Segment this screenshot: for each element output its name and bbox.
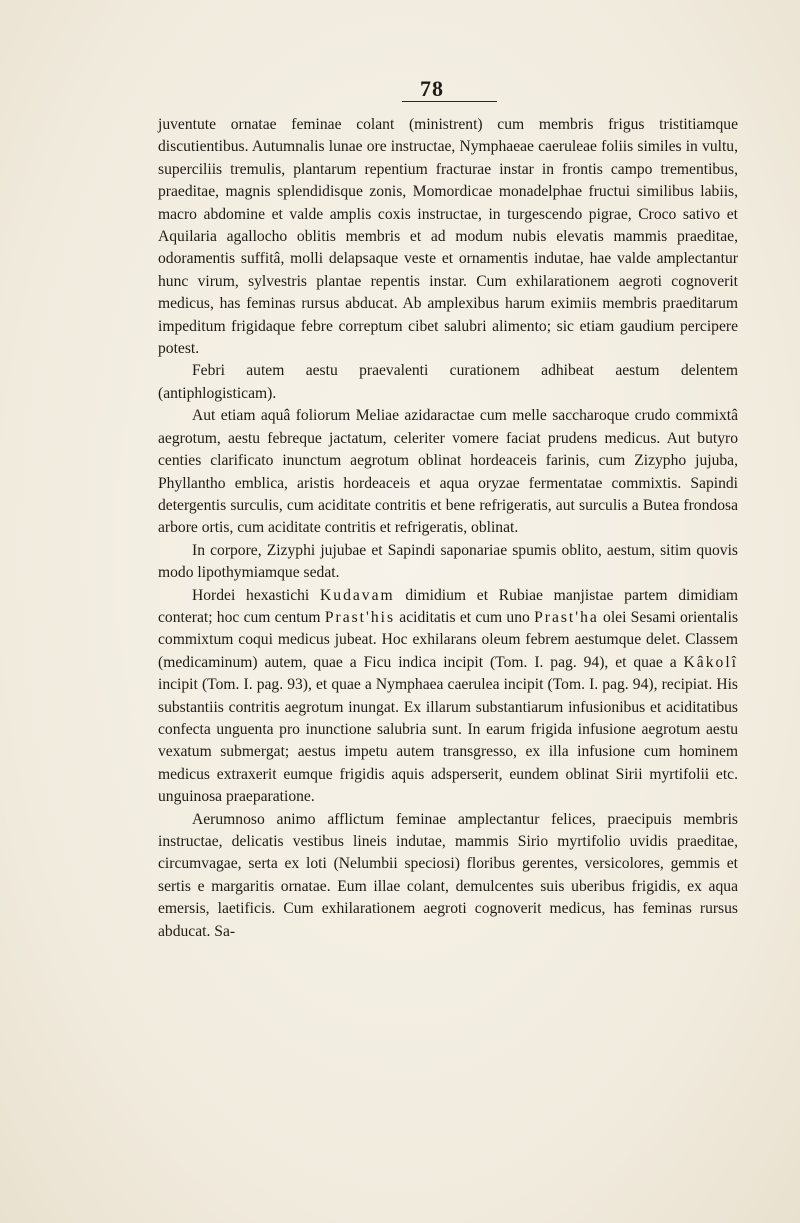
paragraph-6: Aerumnoso animo afflictum feminae amplectantur felices, praecipuis membris instructae, delicatis vestibus lineis indutae, mammis Sirio myrtifolio uvidis praeditae, circumvagae, serta ex loti (Nelumbii speciosi) floribus gerentes, versicolores, gemmis et sertis e margaritis ornatae. Eum illae colant, demulcentes suis uberibus frigidis, ex aqua emersis, laetificis. Cum exhilarationem aegroti cognoverit medicus, has feminas rursus abducat. Sa-: [158, 810, 738, 940]
paragraph-5-segment: olei Sesami orientalis commixtum coqui medicus jubeat. Hoc exhilarans oleum febrem aestumque delet. Classem (medicaminum) autem, quae a Ficu indica incipit (Tom. I. pag. 94), et quae a: [158, 608, 739, 671]
paragraph-5-segment: Hordei hexastichi: [192, 586, 321, 604]
paragraph-3: Aut etiam aquâ foliorum Meliae azidaractae cum melle saccharoque crudo commixtâ aegrotum, aestu febreque jactatum, celeriter vomere faciat prudens medicus. Aut butyro centies clarificato inunctum aegrotum oblinat hordeaceis farinis, cum Zizypho jujuba, Phyllantho emblica, aristis hordeaceis et aqua oryzae fermentatae commixtis. Sapindi detergentis surculis, cum aciditate contritis et bene refrigeratis, aut surculis a Butea frondosa arbore ortis, cum aciditate contritis et refrigeratis, oblinat.: [158, 407, 738, 537]
paragraph-4: In corpore, Zizyphi jujubae et Sapindi saponariae spumis oblito, aestum, sitim quovis modo lipothymiamque sedat.: [158, 541, 738, 582]
paragraph-5-term-prasthis: Prast'his: [324, 608, 396, 626]
paragraph-5-segment: dimidium et Rubiae manjistae partem dimidiam conterat; hoc cum centum: [158, 586, 738, 626]
paragraph-5-term-prastha: Prast'ha: [534, 608, 599, 626]
paragraph-5-term-kudavam: Kudavam: [320, 586, 395, 604]
body-text: [158, 114, 738, 943]
page-number-rule: [402, 101, 497, 102]
paragraph-5-segment: aciditatis et cum uno: [395, 608, 535, 626]
paragraph-5-segment: incipit (Tom. I. pag. 93), et quae a Nymphaea caerulea incipit (Tom. I. pag. 94), recipiat. His substantiis contritis aegrotum inungat. Ex illarum substantiarum infusionibus et aciditatibus confecta unguenta pro inunctione salubria sunt. In earum frigida infusione aegrotum aestu vexatum submergat; aestus impetu autem transgresso, ex illa infusione cum hominem medicus extraxerit eumque frigidis aquis adsperserit, eundem oblinat Sirii myrtifolii etc. unguinosa praeparatione.: [158, 676, 738, 806]
paragraph-2: Febri autem aestu praevalenti curationem adhibeat aestum delentem (antiphlogisticam).: [158, 362, 738, 402]
page-number: 78: [420, 76, 444, 101]
paragraph-5: [158, 585, 738, 809]
paragraph-5-term-kakoli: Kâkolî: [683, 653, 738, 671]
paragraph-1: juventute ornatae feminae colant (ministrent) cum membris frigus tristitiamque discutientibus. Autumnalis lunae ore instructae, Nymphaeae caeruleae foliis similes in vultu, superciliis tremulis, plantarum repentium fracturae instar in frontis campo trementibus, praeditae, magnis splendidisque zonis, Momordicae monadelphae fructui similibus labiis, macro abdomine et valde amplis coxis instructae, in turgescendo pigrae, Croco sativo et Aquilaria agallocho oblitis membris et ad modum nubis elevatis mammis praeditae, odoramentis suffitâ, molli delapsaque veste et ornamentis indutae, hae valde amplectantur hunc virum, sylvestris plantae repentis instar. Cum exhilarationem aegroti cognoverit medicus, has feminas rursus abducat. Ab amplexibus harum eximiis membris praeditarum impeditum frigidaque febre correptum cibet salubri alimento; sic etiam gaudium percipere potest.: [158, 116, 738, 358]
